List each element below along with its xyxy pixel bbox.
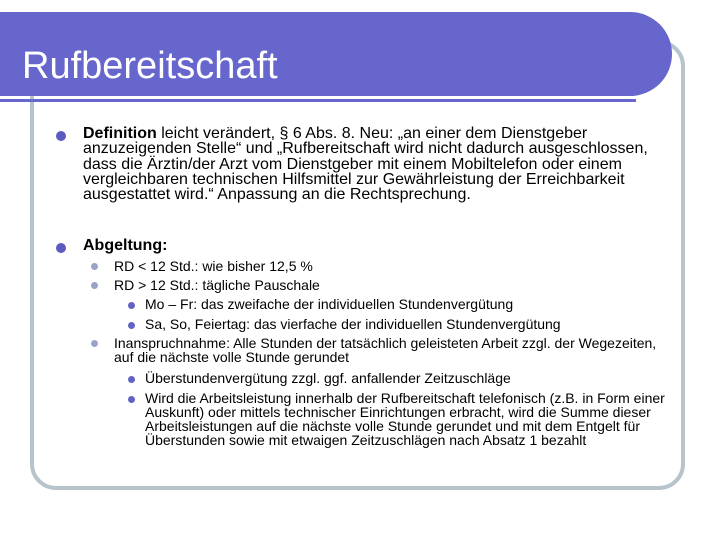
bullet-dot [56,131,66,141]
sub-sub-item-mo-fr: Mo – Fr: das zweifache der individuellen Stundenvergütung [145,296,514,312]
bullet-definition-text: leicht verändert, § 6 Abs. 8. Neu: „an einer dem Dienstgeber anzuzeigenden Stelle“ und „Rufbereitschaft wird nicht dadurch ausgeschlossen, dass die Ärztin/der Arzt vom Dienstgeber mit einem Mobiltelefon oder einem vergleichbaren technischen Hilfsmittel zur Gewährleistung der Erreichbarkeit ausgestattet wird.“ Anpassung an die Rechtsprechung. [83,125,648,204]
slide-title: Rufbereitschaft [22,45,278,87]
sub-item-rd-under-12: RD < 12 Std.: wie bisher 12,5 % [114,258,313,274]
sub-item-rd-over-12: RD > 12 Std.: tägliche Pauschale [114,277,320,293]
title-underline [0,99,636,102]
bullet-dot [128,322,135,329]
bullet-dot [128,376,135,383]
bullet-definition [83,126,663,202]
bullet-dot [91,340,98,347]
bullet-dot [128,396,135,403]
sub-sub-item-telefonisch: Wird die Arbeitsleistung innerhalb der Rufbereitschaft telefonisch (z.B. in Form einer Auskunft) oder mittels technischer Einrichtungen erbracht, wird die Summe dieser Arbeitsleistungen auf die nächste volle Stunde gerundet und mit dem Entgelt für Überstunden sowie mit etwaigen Zeitzuschlägen nach Absatz 1 bezahlt [145,390,665,448]
sub-item-inanspruchnahme: Inanspruchnahme: Alle Stunden der tatsächlich geleisteten Arbeit zzgl. der Wegezeiten, auf die nächste volle Stunde gerundet [114,335,657,365]
bullet-abgeltung [83,238,663,253]
sub-sub-item-ueberstunden: Überstundenvergütung zzgl. ggf. anfallender Zeitzuschläge [145,370,511,386]
bullet-abgeltung-bold: Abgeltung: [83,237,168,254]
bullet-dot [91,282,98,289]
bullet-dot [56,243,66,253]
bullet-dot [91,263,98,270]
bullet-definition-bold: Definition [83,125,157,142]
title-bar [0,12,672,96]
bullet-dot [128,302,135,309]
sub-sub-item-sa-so: Sa, So, Feiertag: das vierfache der individuellen Stundenvergütung [145,316,561,332]
